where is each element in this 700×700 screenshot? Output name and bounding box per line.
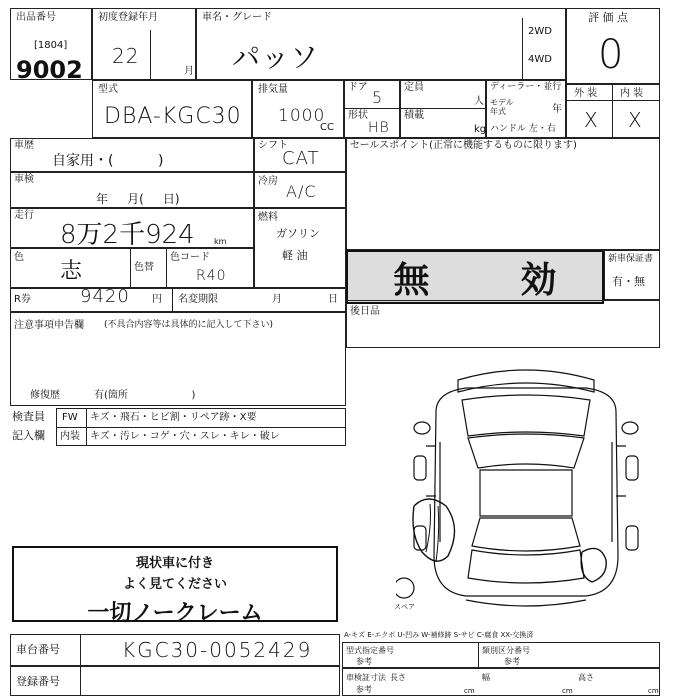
chassis-label: 車台番号 [16, 643, 60, 656]
invalid-char-1: 無 [393, 259, 430, 301]
mileage-value: 8万2千924 [60, 220, 195, 250]
door-value: 5 [372, 88, 384, 107]
first-reg-divider [150, 30, 151, 80]
height-unit: cm [648, 687, 659, 695]
door-shape-divider [344, 108, 400, 109]
inspection-label: 車検 [14, 174, 34, 185]
dealer-label: ディーラー・並行 [490, 82, 562, 92]
spare-label: スペア [394, 603, 415, 611]
sales-point-box [346, 138, 660, 250]
interior-label: 内 装 [620, 88, 644, 99]
fuel-alt: 軽 油 [282, 249, 308, 262]
mileage-unit: km [214, 237, 227, 246]
interior-mark: X [628, 108, 643, 132]
height-label: 高さ [578, 673, 594, 682]
score-label: 評 価 点 [588, 11, 628, 24]
model-value: DBA-KGC30 [104, 104, 242, 129]
fw-tag: FW [62, 412, 78, 423]
aircon-label: 冷房 [258, 176, 278, 187]
history-label: 車歴 [14, 140, 34, 151]
exterior-mark: X [584, 108, 599, 132]
category-ref: 参考 [504, 657, 520, 666]
repair-value: 有(箇所 ) [94, 390, 196, 401]
chassis-divider [80, 634, 81, 666]
displacement-value: 1000 [278, 106, 326, 126]
first-reg-year: 22 [112, 44, 140, 68]
aircon-value: A/C [286, 182, 317, 201]
warranty-label: 新車保証書 [608, 254, 654, 264]
lot-number: 9002 [16, 56, 83, 84]
first-reg-month-unit: 月 [184, 66, 194, 77]
width-label: 幅 [482, 673, 490, 682]
invalid-char-2: 効 [520, 259, 557, 301]
load-label: 積載 [404, 110, 424, 121]
first-reg-label: 初度登録年月 [98, 12, 158, 23]
ext-int-hline [566, 100, 660, 101]
notice-box [12, 546, 338, 626]
capacity-unit: 人 [474, 96, 484, 107]
model-label: 型式 [98, 84, 118, 95]
later-docs-box [346, 300, 660, 348]
color-divider2 [166, 248, 167, 288]
car-name-label: 車名・グレード [202, 12, 272, 23]
inspector-label-2: 記入欄 [12, 429, 45, 442]
color-label: 色 [14, 252, 24, 263]
displacement-label: 排気量 [258, 84, 288, 95]
width-unit: cm [562, 687, 573, 695]
capacity-load-divider [400, 108, 486, 109]
color-code-label: 色コード [170, 252, 210, 263]
load-unit: kg [474, 124, 487, 135]
plate-label: 登録番号 [16, 675, 60, 688]
notes-hint: (不具合内容等は具体的に記入して下さい) [104, 320, 274, 330]
ext-int-divider [612, 84, 613, 138]
notice-line-1: 現状車に付き [135, 556, 214, 571]
fuel-value: ガソリン [276, 227, 320, 240]
shape-value: HB [368, 120, 390, 136]
repair-label: 修復歴 [30, 390, 60, 401]
repaint-label: 色替 [134, 262, 154, 273]
sales-point-label: セールスポイント(正常に機能するものに限ります) [350, 140, 577, 151]
year-unit: 年 [552, 104, 562, 115]
notice-line-2: よく見てください [122, 577, 227, 592]
inspection-value: 年 月( 日) [96, 192, 180, 206]
dims-ref: 参考 [356, 685, 372, 694]
legend-text: A-キズ E-エクボ U-凹み W-補修跡 S-サビ C-腐食 XX-交換済 [344, 631, 534, 639]
length-label: 長さ [390, 673, 406, 682]
length-unit: cm [464, 687, 475, 695]
inspector-hline [56, 427, 346, 428]
cc-unit: CC [320, 122, 334, 133]
mileage-label: 走行 [14, 210, 34, 221]
handle-label: ハンドル 左・右 [490, 124, 556, 134]
shape-label: 形状 [348, 110, 368, 121]
name-change-month: 月 [272, 294, 282, 305]
designation-ref: 参考 [356, 657, 372, 666]
drive-divider [522, 18, 523, 80]
recycle-divider [172, 288, 173, 312]
capacity-label: 定員 [404, 82, 424, 93]
invalid-stamp [346, 250, 604, 304]
dims-label: 車検証寸法 [346, 673, 386, 682]
car-name: パッソ [232, 41, 320, 74]
later-docs-label: 後日品 [350, 306, 380, 317]
notes-label: 注意事項申告欄 [14, 320, 84, 331]
model-year-label: モデル 年式 [490, 98, 514, 116]
designation-label: 型式指定番号 [346, 646, 394, 655]
name-change-day: 日 [328, 294, 338, 305]
designation-divider [478, 642, 479, 668]
notice-line-3: 一切ノークレーム [87, 601, 263, 626]
lot-sub: [1804] [34, 40, 68, 51]
recycle-value: 9420 [80, 286, 130, 307]
category-label: 類別区分番号 [482, 646, 530, 655]
chassis-value: KGC30-0052429 [122, 638, 313, 662]
color-value: 志 [60, 259, 84, 284]
lot-label: 出品番号 [16, 12, 56, 23]
fw-text: キズ・飛石・ヒビ割・リペア跡・X要 [90, 412, 257, 423]
in-text: キズ・汚レ・コゲ・穴・スレ・キレ・破レ [90, 431, 280, 442]
fuel-label: 燃料 [258, 212, 278, 223]
history-value: 自家用・( ) [52, 153, 164, 169]
door-label: ドア [348, 82, 368, 93]
score-value: 0 [598, 32, 625, 78]
car-damage-diagram [396, 356, 656, 624]
in-tag: 内装 [60, 431, 80, 442]
inspector-vline [86, 408, 87, 446]
color-divider1 [130, 248, 131, 288]
inspector-label-1: 検査員 [12, 410, 45, 423]
name-change-label: 名変期限 [178, 294, 218, 305]
exterior-label: 外 装 [574, 88, 598, 99]
recycle-label: R券 [14, 294, 31, 305]
recycle-unit: 円 [152, 294, 162, 305]
shift-label: シフト [258, 140, 288, 151]
drive-4wd: 4WD [528, 54, 552, 65]
warranty-value: 有・無 [612, 275, 645, 288]
shift-value: CAT [282, 148, 320, 169]
plate-divider [80, 666, 81, 696]
color-code: R40 [196, 268, 227, 284]
drive-2wd: 2WD [528, 26, 552, 37]
